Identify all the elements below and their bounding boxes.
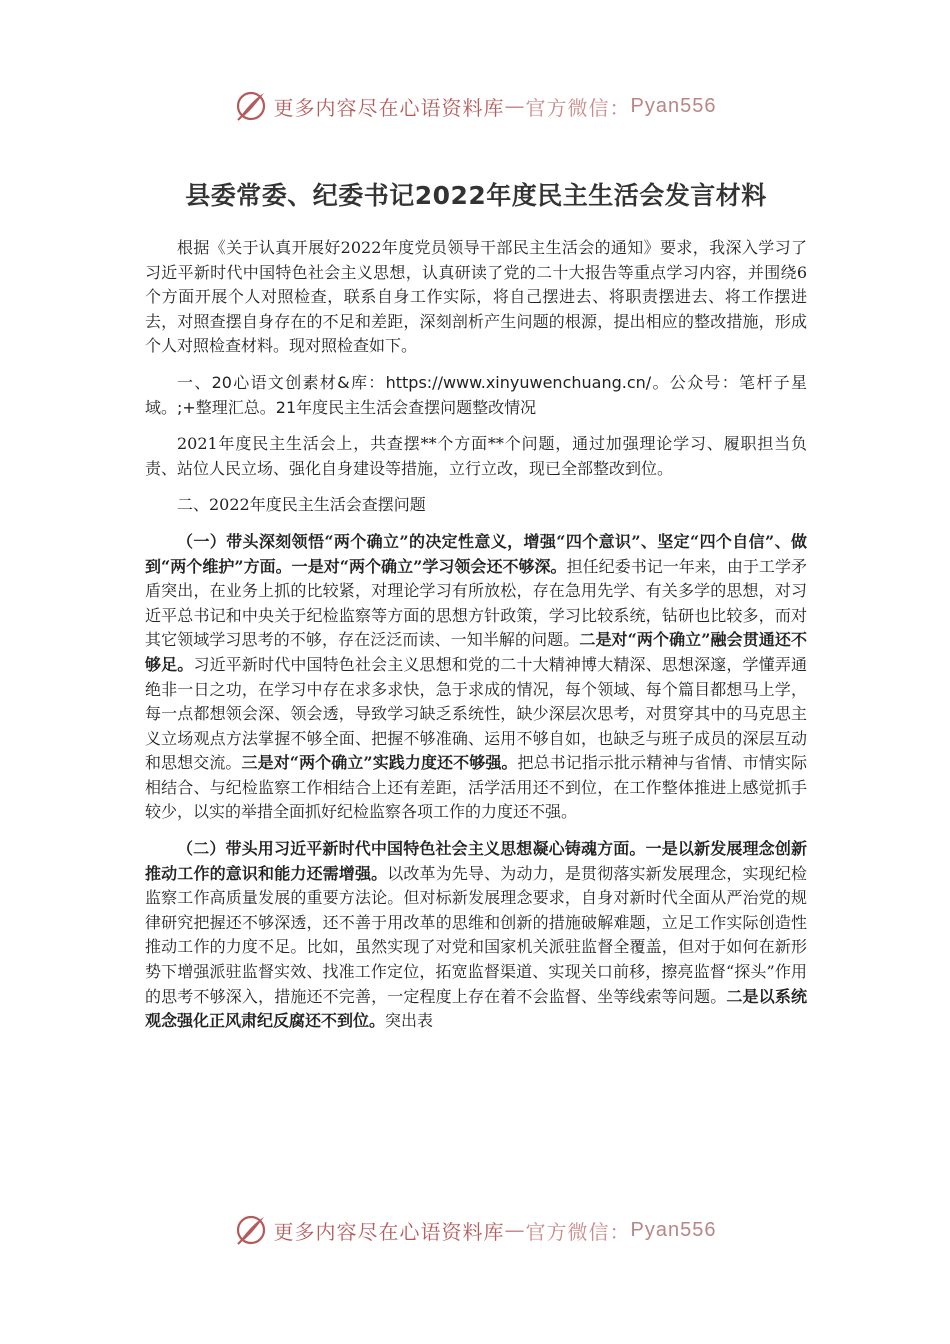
watermark-brand: 更多内容尽在心语资料库 bbox=[273, 95, 505, 120]
bold-lead-2: 二是对“两个确立”融会贯通还不够足。 bbox=[145, 630, 807, 674]
watermark-dash: — bbox=[504, 1218, 526, 1242]
watermark-label: 官方微信： bbox=[525, 95, 631, 120]
feather-pen-logo-icon bbox=[234, 1213, 268, 1247]
body-text-5: 突出表 bbox=[385, 1011, 434, 1031]
problem-paragraph-1 bbox=[145, 530, 807, 825]
feather-pen-logo-icon bbox=[234, 89, 268, 123]
section-heading-2: 二、2022年度民主生活会查摆问题 bbox=[177, 495, 426, 515]
bold-lead-4: （二）带头用习近平新时代中国特色社会主义思想凝心铸魂方面。一是以新发展理念创新推动工作的意识和能力还需增强。 bbox=[145, 839, 807, 883]
body-text-3: 把总书记指示批示精神与省情、市情实际相结合、与纪检监察工作相结合上还有差距，活学活用还不到位，在工作整体推进上感觉抓手较少，以实的举措全面抓好纪检监察各项工作的力度还不强。 bbox=[145, 753, 807, 822]
problem-paragraph-2 bbox=[145, 837, 807, 1034]
intro-paragraph: 根据《关于认真开展好2022年度党员领导干部民主生活会的通知》要求，我深入学习了习近平新时代中国特色社会主义思想，认真研读了党的二十大报告等重点学习内容，并围绕6个方面开展个人对照检查，联系自身工作实际，将自己摆进去、将职责摆进去、将工作摆进去，对照查摆自身存在的不足和差距，深刻剖析产生问题的根源，提出相应的整改措施，形成个人对照检查材料。现对照检查如下。 bbox=[145, 238, 807, 356]
watermark-banner-bottom bbox=[0, 1210, 950, 1250]
body-text-4: 以改革为先导、为动力，是贯彻落实新发展理念，实现纪检监察工作高质量发展的重要方法论。但对标新发展理念要求，自身对新时代全面从严治党的规律研究把握还不够深透，还不善于用改革的思维和创新的措施破解难题，立足工作实际创造性推动工作的力度不足。比如，虽然实现了对党和国家机关派驻监督全覆盖，但对于如何在新形势下增强派驻监督实效、找准工作定位，拓宽监督渠道、实现关口前移，擦亮监督“探头”作用的思考不够深入，措施还不完善，一定程度上存在着不会监督、坐等线索等问题。 bbox=[145, 863, 807, 1006]
section-1-body: 2021年度民主生活会上，共查摆**个方面**个问题，通过加强理论学习、履职担当负责、站位人民立场、强化自身建设等措施，立行立改，现已全部整改到位。 bbox=[145, 434, 807, 478]
watermark-label: 官方微信： bbox=[525, 1219, 631, 1244]
document-body bbox=[145, 176, 807, 1046]
document-title: 县委常委、纪委书记2022年度民主生活会发言材料 bbox=[185, 181, 767, 210]
body-text-2: 习近平新时代中国特色社会主义思想和党的二十大精神博大精深、思想深邃，学懂弄通绝非一日之功，在学习中存在求多求快，急于求成的情况，每个领域、每个篇目都想马上学，每一点都想领会深、领会透，导致学习缺乏系统性，缺少深层次思考，对贯穿其中的马克思主义立场观点方法掌握不够全面、把握不够准确、运用不够自如，也缺乏与班子成员的深层互动和思想交流。 bbox=[145, 654, 807, 773]
bold-lead-5: 二是以系统观念强化正风肃纪反腐还不到位。 bbox=[145, 986, 807, 1031]
bold-lead-3: 三是对“两个确立”实践力度还不够强。 bbox=[241, 753, 518, 773]
watermark-wechat-id: Pyan556 bbox=[630, 1218, 717, 1241]
watermark-wechat-id: Pyan556 bbox=[630, 94, 717, 117]
watermark-banner-top bbox=[0, 86, 950, 126]
section-heading-1: 一、20心语文创素材&库：https://www.xinyuwenchuang.cn/。公众号：笔杆子星域。;+整理汇总。21年度民主生活会查摆问题整改情况 bbox=[145, 372, 807, 417]
body-text-1: 担任纪委书记一年来，由于工学矛盾突出，在业务上抓的比较紧，对理论学习有所放松，存在急用先学、有关多学的思想，对习近平总书记和中央关于纪检监察等方面的思想方针政策，学习比较系统，钻研也比较多，而对其它领域学习思考的不够，存在泛泛而读、一知半解的问题。 bbox=[145, 556, 807, 650]
watermark-dash: — bbox=[504, 94, 526, 118]
bold-lead-1: （一）带头深刻领悟“两个确立”的决定性意义，增强“四个意识”、坚定“四个自信”、做到“两个维护”方面。一是对“两个确立”学习领会还不够深。 bbox=[145, 531, 807, 576]
watermark-brand: 更多内容尽在心语资料库 bbox=[273, 1219, 505, 1244]
